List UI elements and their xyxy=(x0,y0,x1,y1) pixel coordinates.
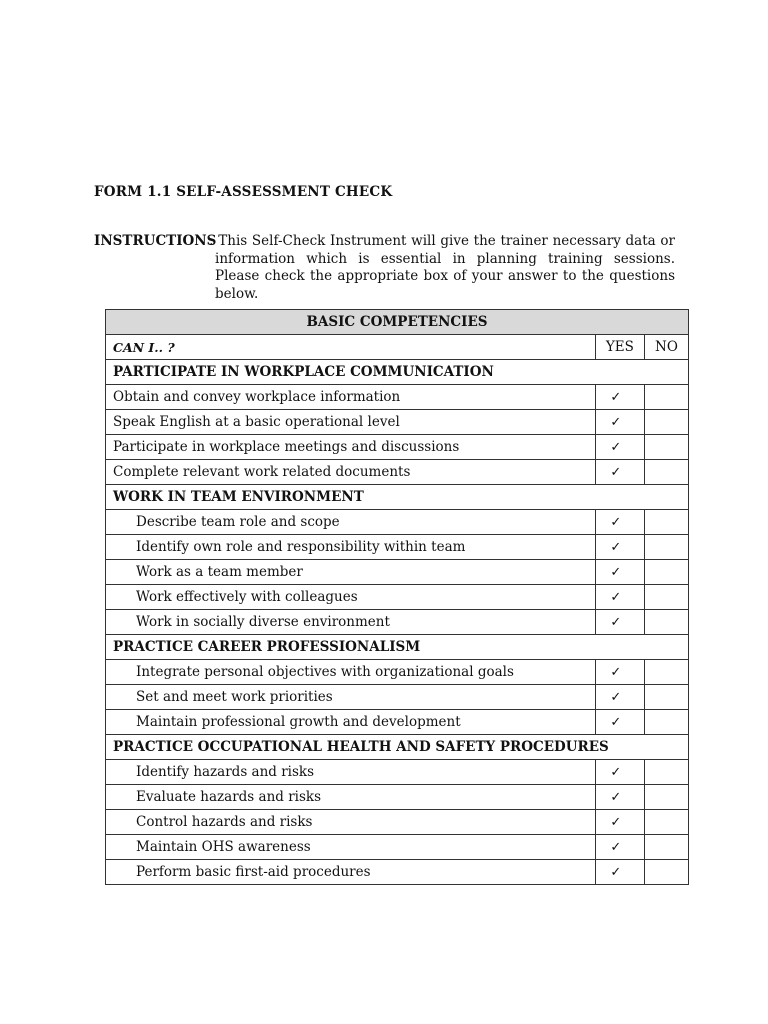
check-icon: ✓ xyxy=(610,790,622,805)
section-header-row xyxy=(106,635,689,660)
competency-text: Work in socially diverse environment xyxy=(106,610,596,635)
competency-text: Maintain OHS awareness xyxy=(106,835,596,860)
yes-checkbox-cell[interactable] xyxy=(595,585,644,610)
section-header-row xyxy=(106,360,689,385)
yes-checkbox-cell[interactable] xyxy=(595,610,644,635)
competency-row xyxy=(106,660,689,685)
check-icon: ✓ xyxy=(610,765,622,780)
yes-checkbox-cell[interactable] xyxy=(595,435,644,460)
check-icon: ✓ xyxy=(610,440,622,455)
competency-text: Perform basic first-aid procedures xyxy=(106,860,596,885)
check-icon: ✓ xyxy=(610,715,622,730)
competency-text: Maintain professional growth and development xyxy=(106,710,596,735)
no-checkbox-cell[interactable] xyxy=(644,760,688,785)
no-checkbox-cell[interactable] xyxy=(644,410,688,435)
check-icon: ✓ xyxy=(610,665,622,680)
no-column-header: NO xyxy=(644,335,688,360)
competency-row xyxy=(106,785,689,810)
competency-text: Control hazards and risks xyxy=(106,810,596,835)
yes-checkbox-cell[interactable] xyxy=(595,510,644,535)
competency-row xyxy=(106,535,689,560)
competency-text: Participate in workplace meetings and discussions xyxy=(106,435,596,460)
competency-text: Describe team role and scope xyxy=(106,510,596,535)
section-title: PRACTICE OCCUPATIONAL HEALTH AND SAFETY PROCEDURES xyxy=(106,735,689,760)
competencies-table xyxy=(105,309,689,885)
competency-row xyxy=(106,510,689,535)
yes-checkbox-cell[interactable] xyxy=(595,410,644,435)
yes-checkbox-cell[interactable] xyxy=(595,660,644,685)
section-title: PARTICIPATE IN WORKPLACE COMMUNICATION xyxy=(106,360,689,385)
table-header: BASIC COMPETENCIES xyxy=(106,310,689,335)
no-checkbox-cell[interactable] xyxy=(644,860,688,885)
no-checkbox-cell[interactable] xyxy=(644,785,688,810)
yes-column-header: YES xyxy=(595,335,644,360)
section-title: PRACTICE CAREER PROFESSIONALISM xyxy=(106,635,689,660)
competency-row xyxy=(106,385,689,410)
competency-row xyxy=(106,810,689,835)
check-icon: ✓ xyxy=(610,590,622,605)
check-icon: ✓ xyxy=(610,615,622,630)
competency-text: Speak English at a basic operational level xyxy=(106,410,596,435)
instructions-label: INSTRUCTIONS xyxy=(94,233,217,249)
no-checkbox-cell[interactable] xyxy=(644,560,688,585)
form-title: FORM 1.1 SELF-ASSESSMENT CHECK xyxy=(94,184,393,200)
can-i-label: CAN I.. ? xyxy=(106,335,596,360)
table-header-row xyxy=(106,310,689,335)
competency-row xyxy=(106,460,689,485)
no-checkbox-cell[interactable] xyxy=(644,510,688,535)
check-icon: ✓ xyxy=(610,390,622,405)
instructions xyxy=(94,233,676,302)
competency-row xyxy=(106,435,689,460)
check-icon: ✓ xyxy=(610,690,622,705)
no-checkbox-cell[interactable] xyxy=(644,610,688,635)
check-icon: ✓ xyxy=(610,465,622,480)
yes-checkbox-cell[interactable] xyxy=(595,835,644,860)
competency-row xyxy=(106,860,689,885)
no-checkbox-cell[interactable] xyxy=(644,685,688,710)
no-checkbox-cell[interactable] xyxy=(644,385,688,410)
section-header-row xyxy=(106,485,689,510)
competency-text: Identify hazards and risks xyxy=(106,760,596,785)
no-checkbox-cell[interactable] xyxy=(644,585,688,610)
no-checkbox-cell[interactable] xyxy=(644,435,688,460)
check-icon: ✓ xyxy=(610,865,622,880)
competency-text: Complete relevant work related documents xyxy=(106,460,596,485)
yes-checkbox-cell[interactable] xyxy=(595,460,644,485)
yes-checkbox-cell[interactable] xyxy=(595,810,644,835)
check-icon: ✓ xyxy=(610,840,622,855)
instructions-text: : This Self-Check Instrument will give the trainer necessary data or information which is essential in planning training sessions. Please check the appropriate box of your answer to the questions below. xyxy=(209,233,675,302)
no-checkbox-cell[interactable] xyxy=(644,460,688,485)
yes-checkbox-cell[interactable] xyxy=(595,560,644,585)
competency-text: Work as a team member xyxy=(106,560,596,585)
competency-text: Set and meet work priorities xyxy=(106,685,596,710)
yes-checkbox-cell[interactable] xyxy=(595,685,644,710)
competency-text: Work effectively with colleagues xyxy=(106,585,596,610)
yes-checkbox-cell[interactable] xyxy=(595,860,644,885)
no-checkbox-cell[interactable] xyxy=(644,810,688,835)
section-title: WORK IN TEAM ENVIRONMENT xyxy=(106,485,689,510)
competency-text: Obtain and convey workplace information xyxy=(106,385,596,410)
check-icon: ✓ xyxy=(610,540,622,555)
yes-checkbox-cell[interactable] xyxy=(595,710,644,735)
competency-row xyxy=(106,585,689,610)
yes-checkbox-cell[interactable] xyxy=(595,385,644,410)
competencies-table-body xyxy=(106,310,689,885)
competency-text: Evaluate hazards and risks xyxy=(106,785,596,810)
no-checkbox-cell[interactable] xyxy=(644,835,688,860)
competency-row xyxy=(106,760,689,785)
competency-row xyxy=(106,835,689,860)
competency-row xyxy=(106,685,689,710)
competency-row xyxy=(106,610,689,635)
check-icon: ✓ xyxy=(610,415,622,430)
no-checkbox-cell[interactable] xyxy=(644,710,688,735)
competency-row xyxy=(106,560,689,585)
yes-checkbox-cell[interactable] xyxy=(595,760,644,785)
competency-text: Identify own role and responsibility within team xyxy=(106,535,596,560)
no-checkbox-cell[interactable] xyxy=(644,535,688,560)
competency-text: Integrate personal objectives with organizational goals xyxy=(106,660,596,685)
check-icon: ✓ xyxy=(610,515,622,530)
check-icon: ✓ xyxy=(610,815,622,830)
column-header-row xyxy=(106,335,689,360)
yes-checkbox-cell[interactable] xyxy=(595,785,644,810)
check-icon: ✓ xyxy=(610,565,622,580)
no-checkbox-cell[interactable] xyxy=(644,660,688,685)
competency-row xyxy=(106,710,689,735)
competency-row xyxy=(106,410,689,435)
section-header-row xyxy=(106,735,689,760)
yes-checkbox-cell[interactable] xyxy=(595,535,644,560)
